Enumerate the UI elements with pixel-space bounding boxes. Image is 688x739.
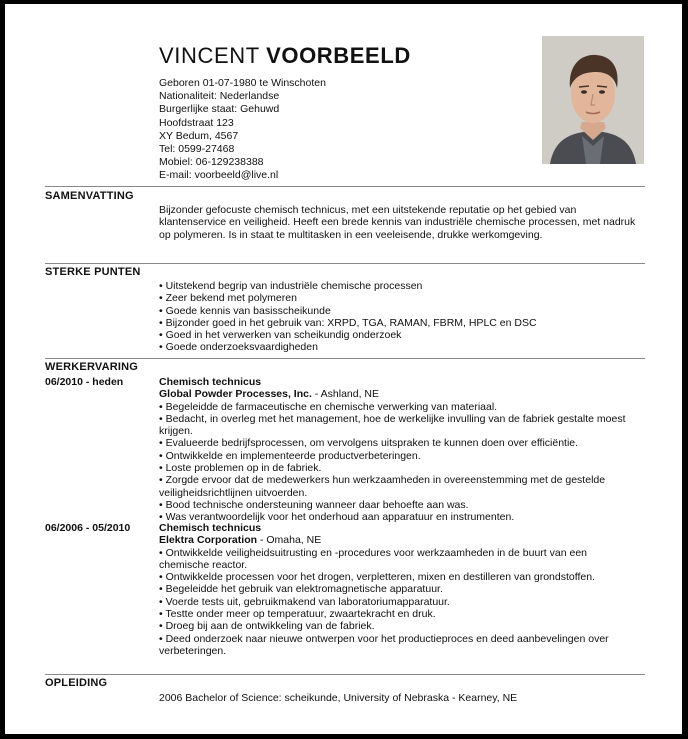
email-line: E-mail: voorbeeld@live.nl bbox=[159, 169, 279, 182]
list-item: • Deed onderzoek naar nieuwe ontwerpen voor het productieproces en deed aanbevelingen over verbeteringen. bbox=[159, 632, 609, 657]
list-item: • Begeleidde de farmaceutische en chemische verwerking van materiaal. bbox=[159, 400, 498, 413]
resume-page bbox=[5, 4, 682, 734]
job-2-title: Chemisch technicus bbox=[159, 522, 262, 534]
list-item: • Zorgde ervoor dat de medewerkers hun werkzaamheden in overeenstemming met de gestelde veiligheidsrichtlijnen uitvoerden. bbox=[159, 474, 606, 499]
experience-heading: WERKERVARING bbox=[45, 361, 139, 373]
job-2-period: 06/2006 - 05/2010 bbox=[45, 522, 131, 534]
marital-status-line: Burgerlijke staat: Gehuwd bbox=[159, 103, 280, 116]
divider-education bbox=[45, 674, 645, 675]
list-item: • Bijzonder goed in het gebruik van: XRPD, TGA, RAMAN, FBRM, HPLC en DSC bbox=[159, 316, 537, 329]
job-2-location: - Omaha, NE bbox=[257, 534, 322, 547]
list-item: • Ontwikkelde en implementeerde productverbeteringen. bbox=[159, 449, 421, 462]
job-1-employer bbox=[159, 388, 637, 400]
list-item: • Uitstekend begrip van industriële chemische processen bbox=[159, 280, 423, 292]
list-item: • Evalueerde bedrijfsprocessen, om vervolgens uitspraken te kunnen doen over efficiëntie. bbox=[159, 437, 579, 450]
list-item: • Goede onderzoeksvaardigheden bbox=[159, 341, 318, 354]
job-2-company: Elektra Corporation bbox=[159, 534, 258, 547]
list-item: • Testte onder meer op temperatuur, zwaartekracht en druk. bbox=[159, 608, 436, 621]
list-item: • Goed in het verwerken van scheikundig onderzoek bbox=[159, 329, 402, 342]
postal-city-line: XY Bedum, 4567 bbox=[159, 129, 239, 142]
list-item: • Bedacht, in overleg met het management, hoe de werkelijke invulling van de fabriek gestalte moest krijgen. bbox=[159, 412, 626, 438]
list-item: • Ontwikkelde veiligheidsuitrusting en -procedures voor werkzaamheden in de buurt van een chemische reactor. bbox=[159, 546, 587, 571]
divider-strengths bbox=[45, 263, 645, 264]
first-name: VINCENT bbox=[159, 43, 260, 68]
portrait-image bbox=[542, 36, 644, 164]
strengths-list bbox=[159, 280, 637, 354]
list-item: • Was verantwoordelijk voor het onderhoud aan apparatuur en instrumenten. bbox=[159, 511, 515, 524]
job-1-period: 06/2010 - heden bbox=[45, 376, 124, 388]
mobile-line: Mobiel: 06-129238388 bbox=[159, 156, 264, 169]
divider-experience bbox=[45, 358, 645, 359]
job-1-company: Global Powder Processes, Inc. bbox=[159, 388, 312, 401]
list-item: • Goede kennis van basisscheikunde bbox=[159, 304, 331, 317]
job-2-employer bbox=[159, 534, 637, 546]
street-line: Hoofdstraat 123 bbox=[159, 116, 234, 129]
summary-heading: SAMENVATTING bbox=[45, 190, 134, 202]
contact-details bbox=[159, 77, 326, 183]
list-item: • Droeg bij aan de ontwikkeling van de fabriek. bbox=[159, 620, 375, 633]
job-1-title: Chemisch technicus bbox=[159, 376, 262, 388]
last-name: VOORBEELD bbox=[266, 43, 411, 68]
candidate-name bbox=[159, 43, 411, 69]
phone-line: Tel: 0599-27468 bbox=[159, 143, 235, 156]
list-item: • Ontwikkelde processen voor het drogen, verpletteren, mixen en destilleren van grondstoffen. bbox=[159, 571, 595, 584]
birth-line: Geboren 01-07-1980 te Winschoten bbox=[159, 77, 326, 89]
job-1 bbox=[159, 376, 637, 524]
strengths-heading: STERKE PUNTEN bbox=[45, 266, 141, 278]
divider-summary bbox=[45, 186, 645, 187]
education-text: 2006 Bachelor of Science: scheikunde, University of Nebraska - Kearney, NE bbox=[159, 692, 518, 704]
education-heading: OPLEIDING bbox=[45, 677, 108, 689]
list-item: • Zeer bekend met polymeren bbox=[159, 292, 297, 305]
profile-photo bbox=[542, 36, 644, 164]
job-1-location: - Ashland, NE bbox=[311, 388, 380, 401]
list-item: • Bood technische ondersteuning wanneer daar behoefte aan was. bbox=[159, 498, 469, 511]
nationality-line: Nationaliteit: Nederlandse bbox=[159, 90, 280, 103]
list-item: • Loste problemen op in de fabriek. bbox=[159, 462, 322, 475]
job-1-bullets bbox=[159, 401, 637, 524]
job-2-bullets bbox=[159, 547, 637, 658]
list-item: • Begeleidde het gebruik van elektromagnetische apparatuur. bbox=[159, 583, 443, 596]
summary-text: Bijzonder gefocuste chemisch technicus, met een uitstekende reputatie op het gebied van klantenservice en veiligheid. Heeft een brede kennis van industriële chemische processen, met nadruk op polymeren. Is in staat te multitasken in een veeleisende, drukke werkomgeving. bbox=[159, 204, 636, 241]
list-item: • Voerde tests uit, gebruikmakend van laboratoriumapparatuur. bbox=[159, 595, 450, 608]
job-2 bbox=[159, 522, 637, 657]
